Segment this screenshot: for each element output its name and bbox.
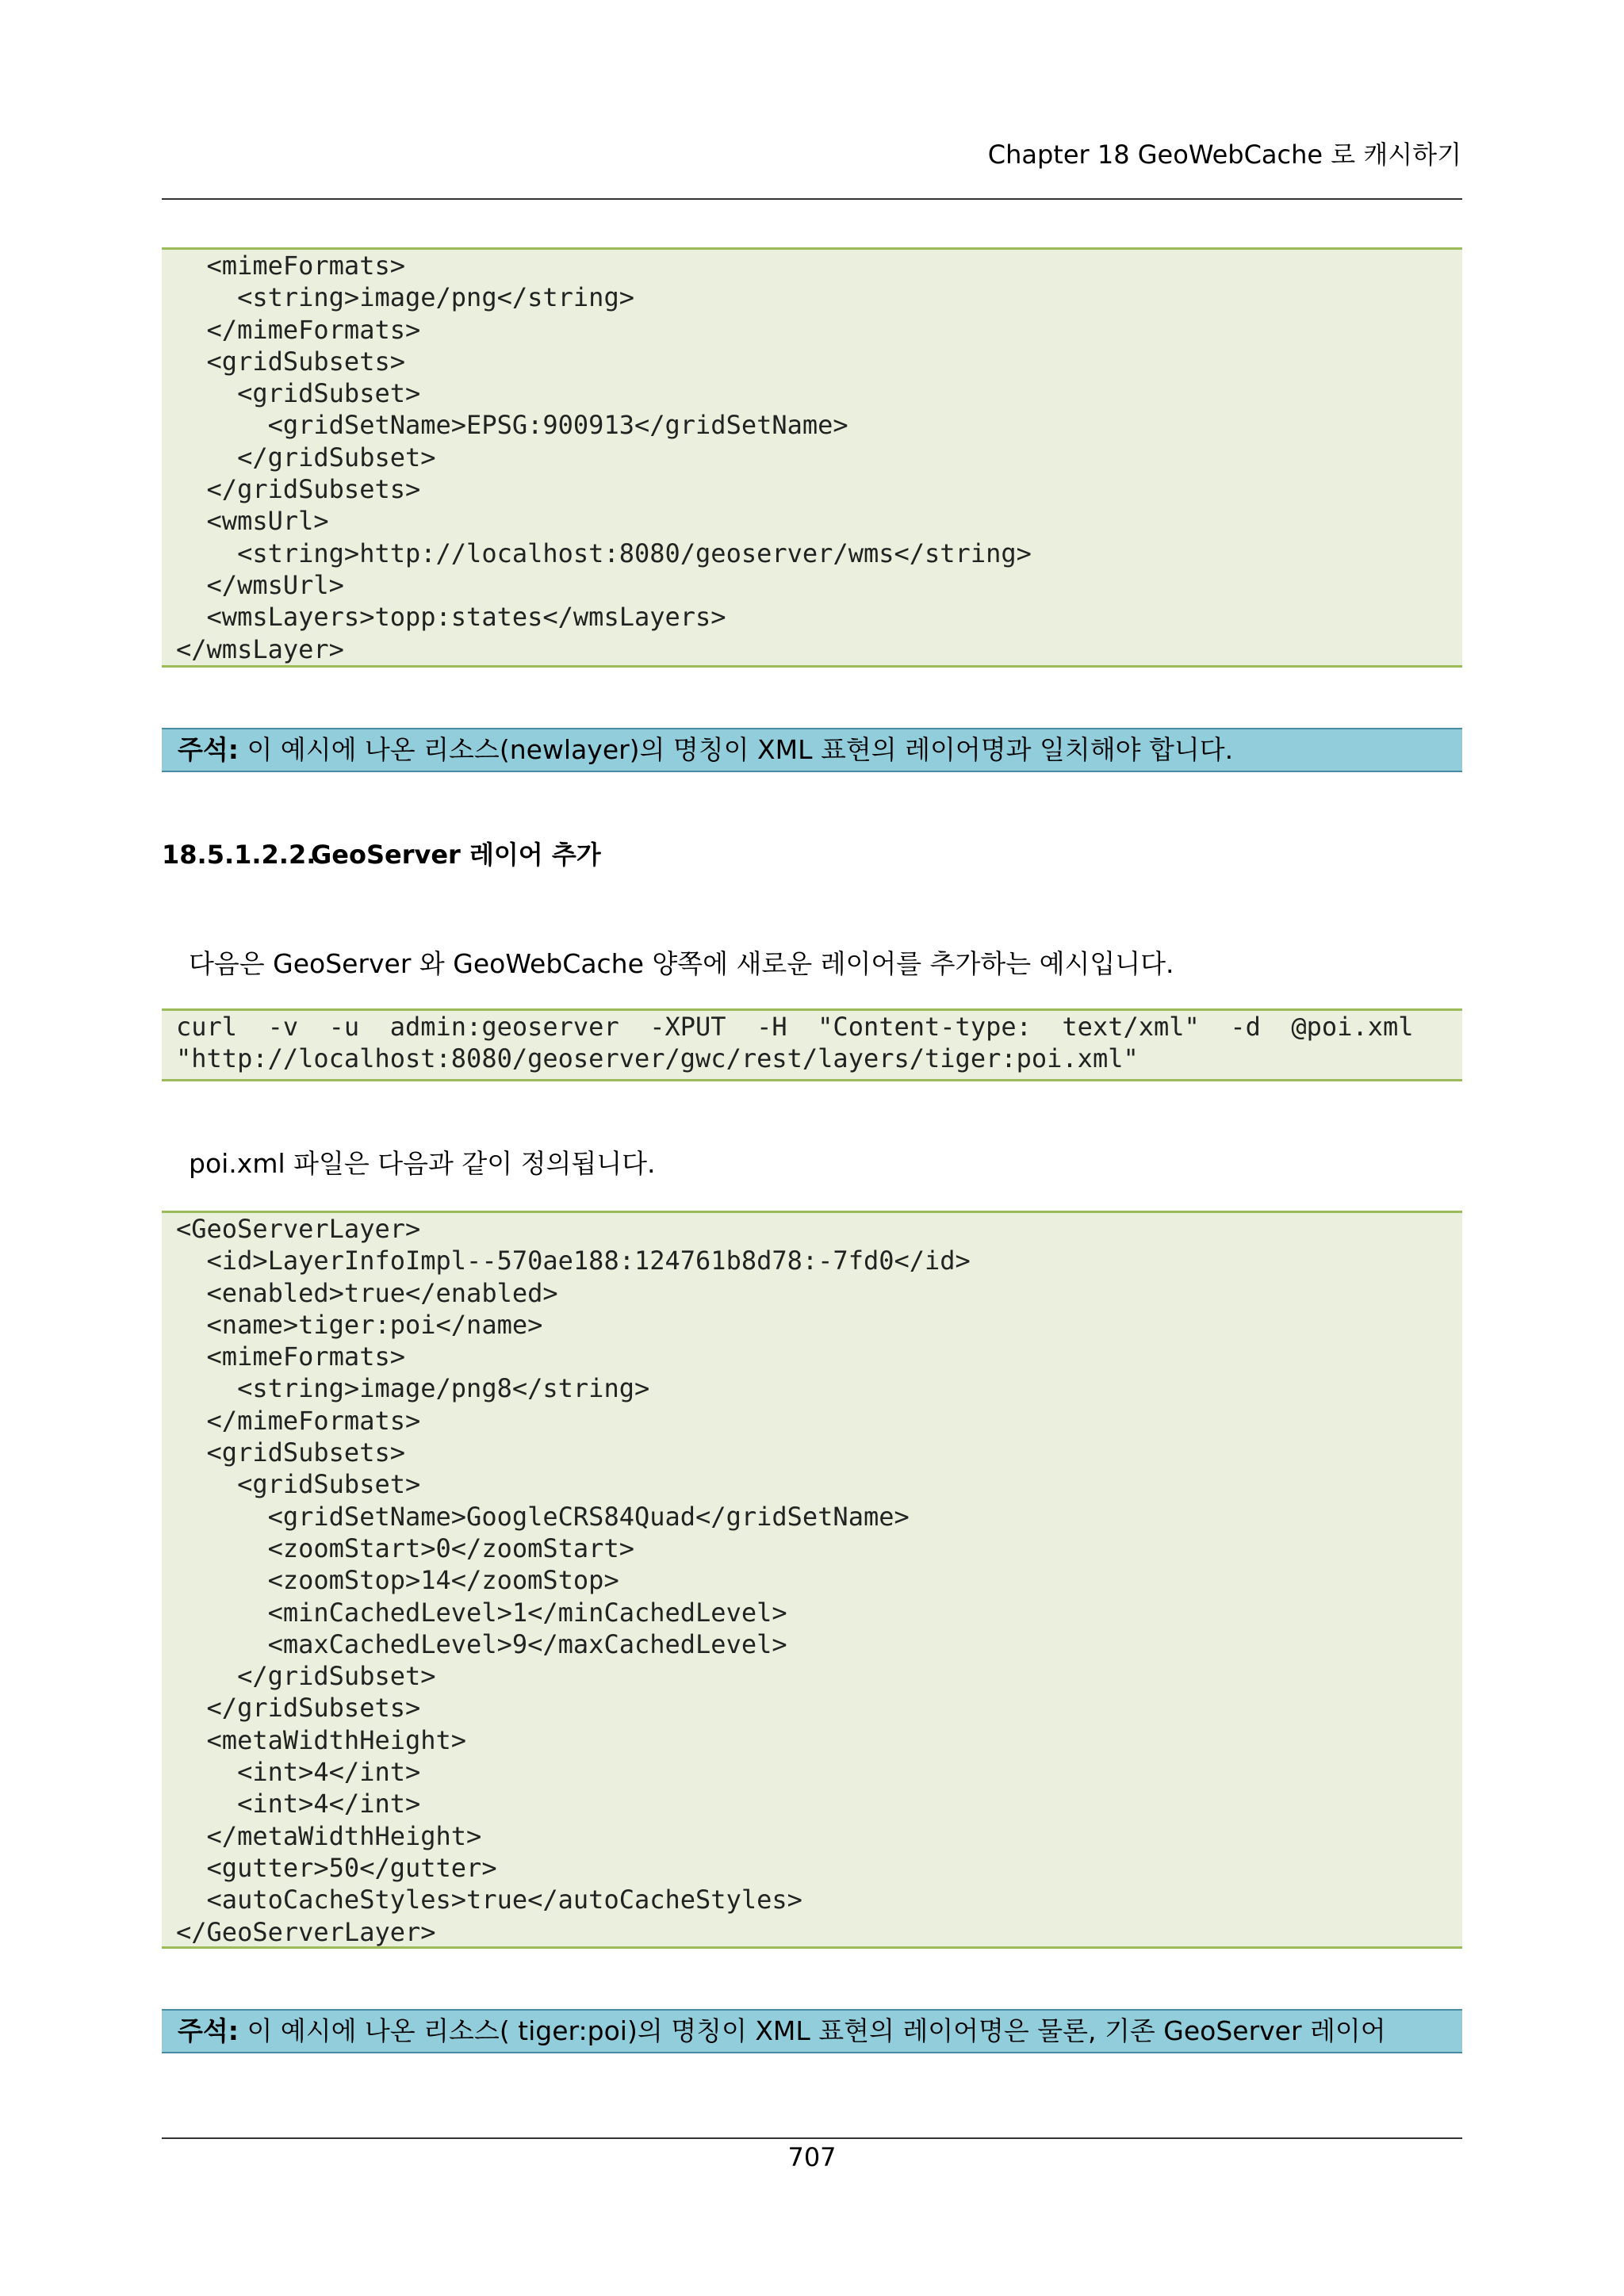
code-block-geoserver-layer (162, 1211, 1462, 1949)
paragraph-poi-xml: poi.xml 파일은 다음과 같이 정의됩니다. (189, 1148, 656, 1179)
note-text: 이 예시에 나온 리소스( tiger:poi)의 명칭이 XML 표현의 레이어명은 물론, 기존 GeoServer 레이어 (238, 2015, 1386, 2046)
code-text: <GeoServerLayer> <id>LayerInfoImpl--570ae188:124761b8d78:-7fd0</id> <enabled>true</enabled> <name>tiger:poi</name> <mimeFormats> <string>image/png8</string> </mimeFormats> <gridSubsets> <gridSubset> <gridSetName>GoogleCRS84Quad</gridSetName> <zoomStart>0</zoomStart> <zoomStop>14</zoomStop> <minCachedLevel>1</minCachedLevel> <maxCachedLevel>9</maxCachedLevel> </gridSubset> </gridSubsets> <metaWidthHeight> <int>4</int> <int>4</int> </metaWidthHeight> <gutter>50</gutter> <autoCacheStyles>true</autoCacheStyles> </GeoServerLayer> (176, 1214, 971, 1947)
page-number: 707 (787, 2142, 837, 2172)
code-block-wms-layer (162, 247, 1462, 668)
code-block-curl (162, 1008, 1462, 1081)
code-text: curl -v -u admin:geoserver -XPUT -H "Content-type: text/xml" -d @poi.xml "http://localhost:8080/geoserver/gwc/rest/layers/tiger:poi.xml" (176, 1012, 1414, 1074)
footer-rule (162, 2137, 1462, 2139)
section-number: 18.5.1.2.2. (162, 840, 316, 870)
section-heading (162, 835, 601, 871)
header-rule (162, 198, 1462, 200)
note-label: 주석: (178, 2015, 239, 2046)
note-label: 주석: (178, 734, 239, 765)
paragraph-add-layer: 다음은 GeoServer 와 GeoWebCache 양쪽에 새로운 레이어를 추가하는 예시입니다. (189, 948, 1174, 979)
note-box-newlayer (162, 728, 1462, 772)
running-header: Chapter 18 GeoWebCache 로 캐시하기 (987, 140, 1461, 170)
section-title: GeoServer 레이어 추가 (311, 840, 601, 870)
code-text: <mimeFormats> <string>image/png</string> </mimeFormats> <gridSubsets> <gridSubset> <gridSetName>EPSG:900913</gridSetName> </gridSubset> </gridSubsets> <wmsUrl> <string>http://localhost:8080/geoserver/wms</string> </wmsUrl> <wmsLayers>topp:states</wmsLayers> </wmsLayer> (176, 251, 1032, 664)
note-text: 이 예시에 나온 리소스(newlayer)의 명칭이 XML 표현의 레이어명과 일치해야 합니다. (238, 734, 1234, 765)
note-box-tiger-poi (162, 2009, 1462, 2053)
